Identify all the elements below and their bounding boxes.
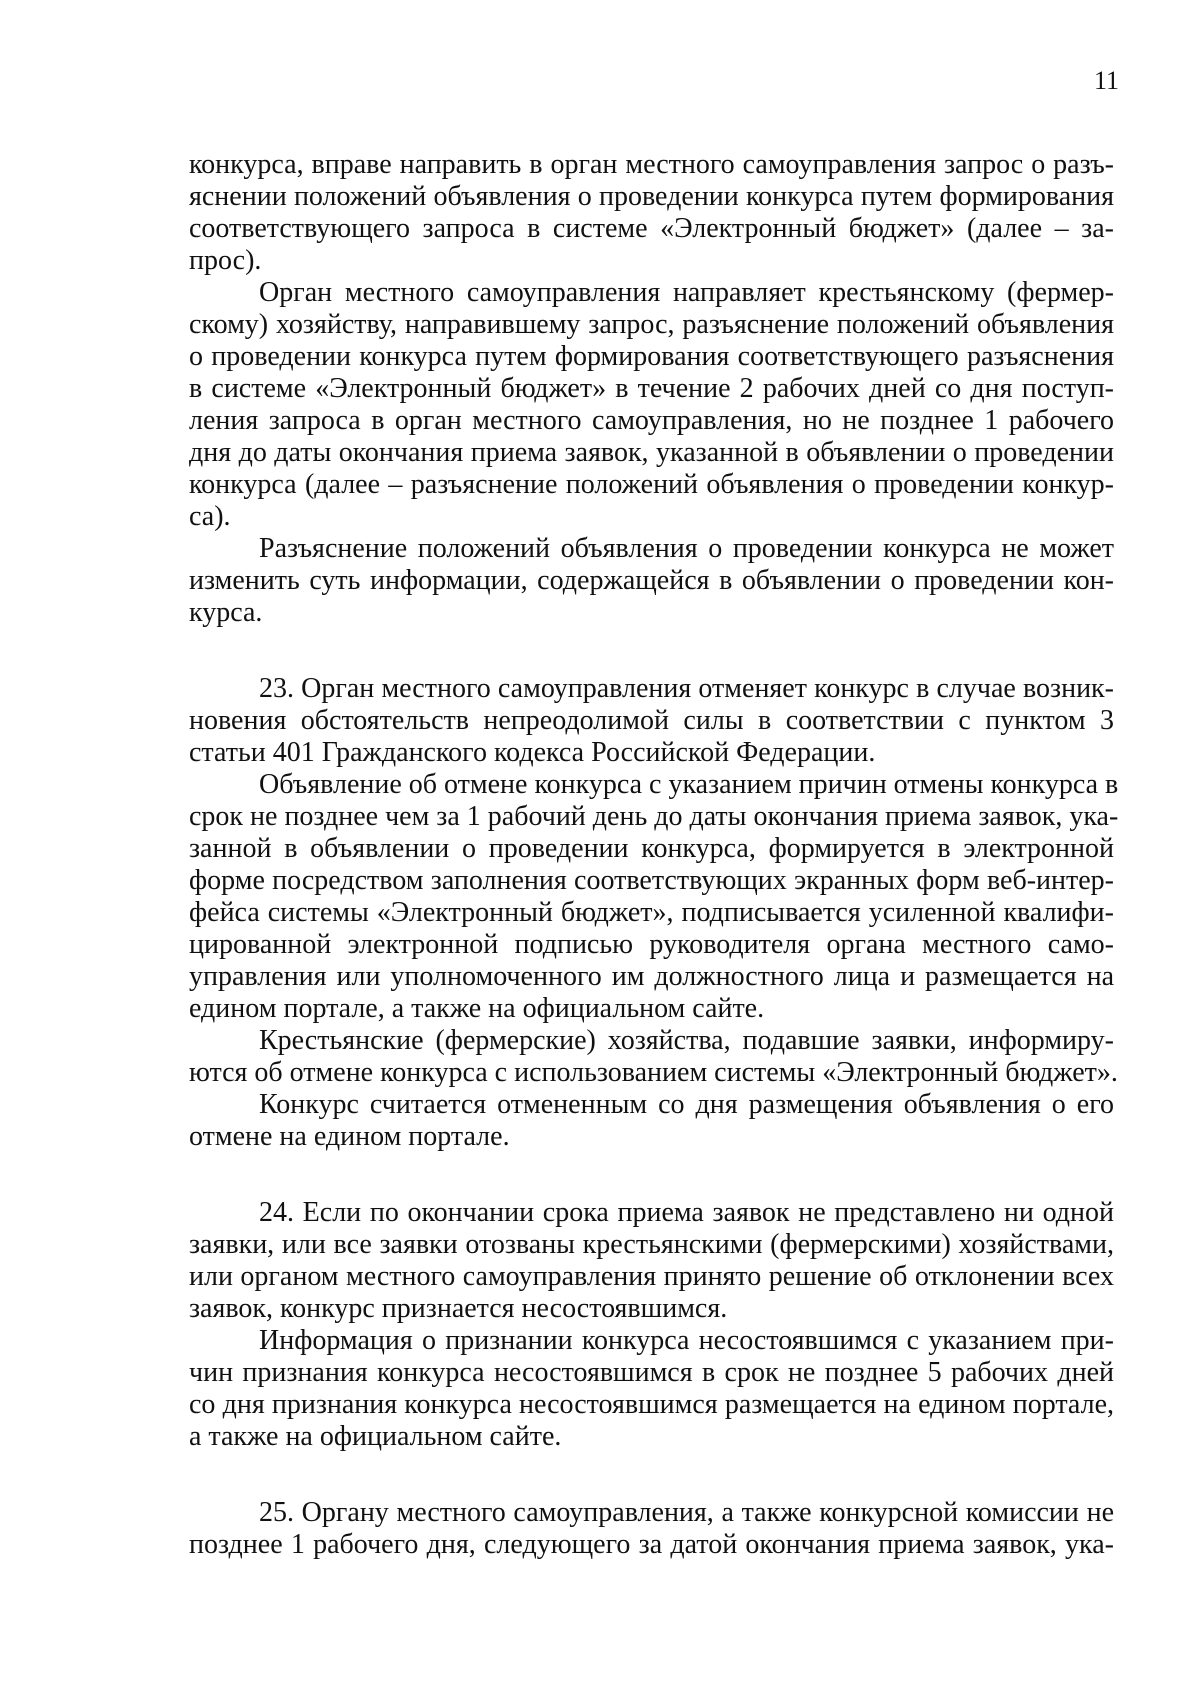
text-line: фейса системы «Электронный бюджет», подписывается усиленной квалифи- [189, 897, 1114, 928]
text-line: прос). [189, 245, 262, 276]
text-line: 24. Если по окончании срока приема заявок не представлено ни одной [259, 1197, 1114, 1228]
text-line: дня до даты окончания приема заявок, указанной в объявлении о проведении [189, 437, 1114, 468]
text-line: о проведении конкурса путем формирования соответствующего разъяснения [189, 341, 1114, 372]
text-line: цированной электронной подписью руководителя органа местного само- [189, 929, 1114, 960]
text-line: позднее 1 рабочего дня, следующего за датой окончания приема заявок, ука- [189, 1529, 1114, 1560]
text-line: конкурса, вправе направить в орган местного самоуправления запрос о разъ- [189, 149, 1114, 180]
text-line: отмене на едином портале. [189, 1121, 510, 1152]
text-line: статьи 401 Гражданского кодекса Российской Федерации. [189, 737, 876, 768]
text-line: Объявление об отмене конкурса с указанием причин отмены конкурса в [259, 769, 1119, 800]
text-line: в системе «Электронный бюджет» в течение 2 рабочих дней со дня поступ- [189, 373, 1114, 404]
text-line: едином портале, а также на официальном сайте. [189, 993, 765, 1024]
text-line: Крестьянские (фермерские) хозяйства, подавшие заявки, информиру- [259, 1025, 1114, 1056]
text-line: Орган местного самоуправления направляет крестьянскому (фермер- [259, 277, 1114, 308]
text-line: управления или уполномоченного им должностного лица и размещается на [189, 961, 1114, 992]
text-line: занной в объявлении о проведении конкурса, формируется в электронной [189, 833, 1114, 864]
text-line: срок не позднее чем за 1 рабочий день до даты окончания приема заявок, ука- [189, 801, 1119, 832]
text-line: заявки, или все заявки отозваны крестьянскими (фермерскими) хозяйствами, [189, 1229, 1114, 1260]
text-line: Разъяснение положений объявления о проведении конкурса не может [259, 533, 1114, 564]
text-line: ются об отмене конкурса с использованием системы «Электронный бюджет». [189, 1057, 1118, 1088]
text-line: 25. Органу местного самоуправления, а также конкурсной комиссии не [259, 1497, 1114, 1528]
text-line: изменить суть информации, содержащейся в объявлении о проведении кон- [189, 565, 1114, 596]
text-line: новения обстоятельств непреодолимой силы в соответствии с пунктом 3 [189, 705, 1114, 736]
text-line: ления запроса в орган местного самоуправления, но не позднее 1 рабочего [189, 405, 1114, 436]
text-line: скому) хозяйству, направившему запрос, разъяснение положений объявления [189, 309, 1114, 340]
text-line: Конкурс считается отмененным со дня размещения объявления о его [259, 1089, 1114, 1120]
text-line: соответствующего запроса в системе «Электронный бюджет» (далее – за- [189, 213, 1114, 244]
text-line: или органом местного самоуправления принято решение об отклонении всех [189, 1261, 1114, 1292]
page-number: 11 [1094, 66, 1120, 95]
text-line: заявок, конкурс признается несостоявшимся. [189, 1293, 728, 1324]
text-line: со дня признания конкурса несостоявшимся размещается на едином портале, [189, 1389, 1114, 1420]
text-line: са). [189, 501, 231, 532]
text-line: а также на официальном сайте. [189, 1421, 562, 1452]
text-line: яснении положений объявления о проведении конкурса путем формирования [189, 181, 1114, 212]
text-line: 23. Орган местного самоуправления отменяет конкурс в случае возник- [259, 673, 1114, 704]
text-line: курса. [189, 597, 263, 628]
text-line: Информация о признании конкурса несостоявшимся с указанием при- [259, 1325, 1114, 1356]
text-line: конкурса (далее – разъяснение положений объявления о проведении конкур- [189, 469, 1114, 500]
text-line: форме посредством заполнения соответствующих экранных форм веб-интер- [189, 865, 1114, 896]
text-line: чин признания конкурса несостоявшимся в срок не позднее 5 рабочих дней [189, 1357, 1114, 1388]
